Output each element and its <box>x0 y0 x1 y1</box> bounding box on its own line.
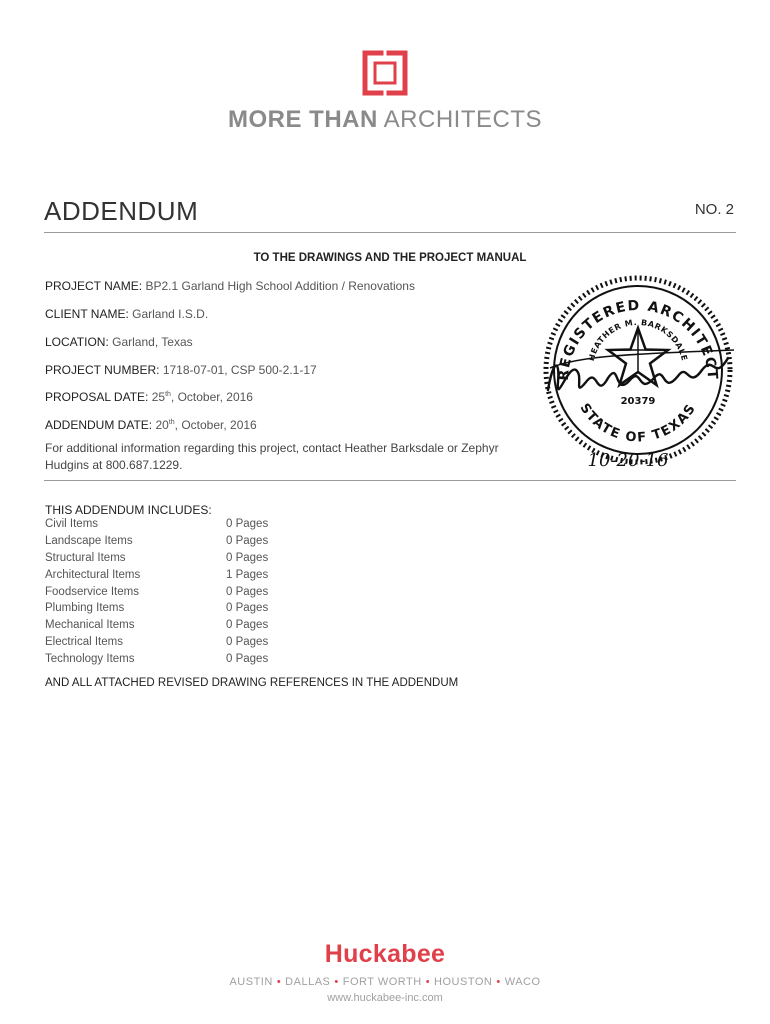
item-name: Architectural Items <box>45 568 141 581</box>
document-title: ADDENDUM <box>44 196 199 226</box>
tagline-light: ARCHITECTS <box>383 106 542 133</box>
field-label: PROJECT NUMBER: <box>45 363 160 377</box>
field-project-name <box>45 279 415 293</box>
field-proposal-date <box>45 390 253 404</box>
list-item <box>45 569 345 586</box>
field-value: BP2.1 Garland High School Addition / Renovations <box>145 279 415 293</box>
item-name: Electrical Items <box>45 636 123 649</box>
field-label: PROPOSAL DATE: <box>45 390 149 404</box>
field-value: 1718-07-01, CSP 500-2.1-17 <box>162 363 317 377</box>
item-pages: 0 Pages <box>226 619 269 632</box>
office-name: HOUSTON <box>434 976 493 988</box>
date-day: 20 <box>155 418 169 432</box>
field-label: ADDENDUM DATE: <box>45 418 153 432</box>
date-rest: , October, 2016 <box>170 390 253 404</box>
field-label: CLIENT NAME: <box>45 307 129 321</box>
item-name: Civil Items <box>45 518 99 530</box>
list-item <box>45 636 345 653</box>
tagline-bold: MORE THAN <box>227 106 378 133</box>
office-name: WACO <box>504 976 541 988</box>
item-pages: 0 Pages <box>226 518 269 530</box>
list-item <box>45 552 345 569</box>
item-name: Technology Items <box>45 653 135 666</box>
field-addendum-date <box>45 418 257 432</box>
date-suffix: th <box>168 419 175 426</box>
includes-list <box>45 518 345 670</box>
list-item <box>45 518 345 535</box>
document-subheading: TO THE DRAWINGS AND THE PROJECT MANUAL <box>253 252 527 264</box>
contact-note: For additional information regarding this project, contact Heather Barksdale or Zephyr Hudgins at 800.687.1229. <box>45 441 499 472</box>
list-item <box>45 535 345 552</box>
date-rest: , October, 2016 <box>174 418 257 432</box>
item-name: Landscape Items <box>45 534 133 547</box>
field-client-name <box>45 307 208 321</box>
separator-dot: • <box>276 976 282 988</box>
separator-dot: • <box>425 976 431 988</box>
field-value: Garland I.S.D. <box>132 307 209 321</box>
field-label: LOCATION: <box>45 335 109 349</box>
list-item <box>45 653 345 670</box>
item-pages: 1 Pages <box>226 568 269 581</box>
footer-brand: Huckabee <box>324 940 446 968</box>
field-label: PROJECT NAME: <box>45 279 143 293</box>
item-pages: 0 Pages <box>226 551 269 564</box>
office-name: DALLAS <box>285 976 331 988</box>
list-item <box>45 586 345 603</box>
separator-dot: • <box>496 976 501 988</box>
field-value <box>155 418 256 432</box>
seal-top-text: REGISTERED ARCHITECT <box>555 297 721 382</box>
architect-seal <box>538 270 738 470</box>
item-name: Mechanical Items <box>45 619 135 632</box>
seal-signed-date: 10-20-16 <box>587 450 669 470</box>
tagline <box>0 106 770 134</box>
seal-name-text: HEATHER M. BARKSDALE <box>586 317 690 363</box>
seal-license-number: 20379 <box>620 396 656 407</box>
field-project-number <box>45 363 317 377</box>
item-pages: 0 Pages <box>226 602 269 615</box>
item-name: Foodservice Items <box>45 585 139 598</box>
office-name: AUSTIN <box>229 976 273 988</box>
item-pages: 0 Pages <box>226 636 269 649</box>
divider <box>44 232 736 233</box>
item-pages: 0 Pages <box>226 534 269 547</box>
includes-footer-note: AND ALL ATTACHED REVISED DRAWING REFERENCES IN THE ADDENDUM <box>45 677 459 689</box>
footer-offices <box>0 976 770 988</box>
item-name: Plumbing Items <box>45 602 125 615</box>
item-pages: 0 Pages <box>226 653 269 666</box>
date-day: 25 <box>151 390 166 404</box>
item-name: Structural Items <box>45 551 126 564</box>
includes-heading: THIS ADDENDUM INCLUDES: <box>45 503 212 517</box>
divider <box>44 480 736 481</box>
field-value: Garland, Texas <box>112 335 193 349</box>
list-item <box>45 619 345 636</box>
office-name: FORT WORTH <box>342 976 422 988</box>
footer-url: www.huckabee-inc.com <box>327 992 443 1004</box>
item-pages: 0 Pages <box>226 585 269 598</box>
logo-mark-icon <box>362 50 408 96</box>
list-item <box>45 602 345 619</box>
document-number: NO. 2 <box>694 201 734 218</box>
date-suffix: th <box>165 391 171 398</box>
field-location <box>45 335 193 349</box>
seal-state-text: STATE OF TEXAS <box>576 401 700 446</box>
field-value <box>152 390 253 404</box>
separator-dot: • <box>334 976 339 988</box>
